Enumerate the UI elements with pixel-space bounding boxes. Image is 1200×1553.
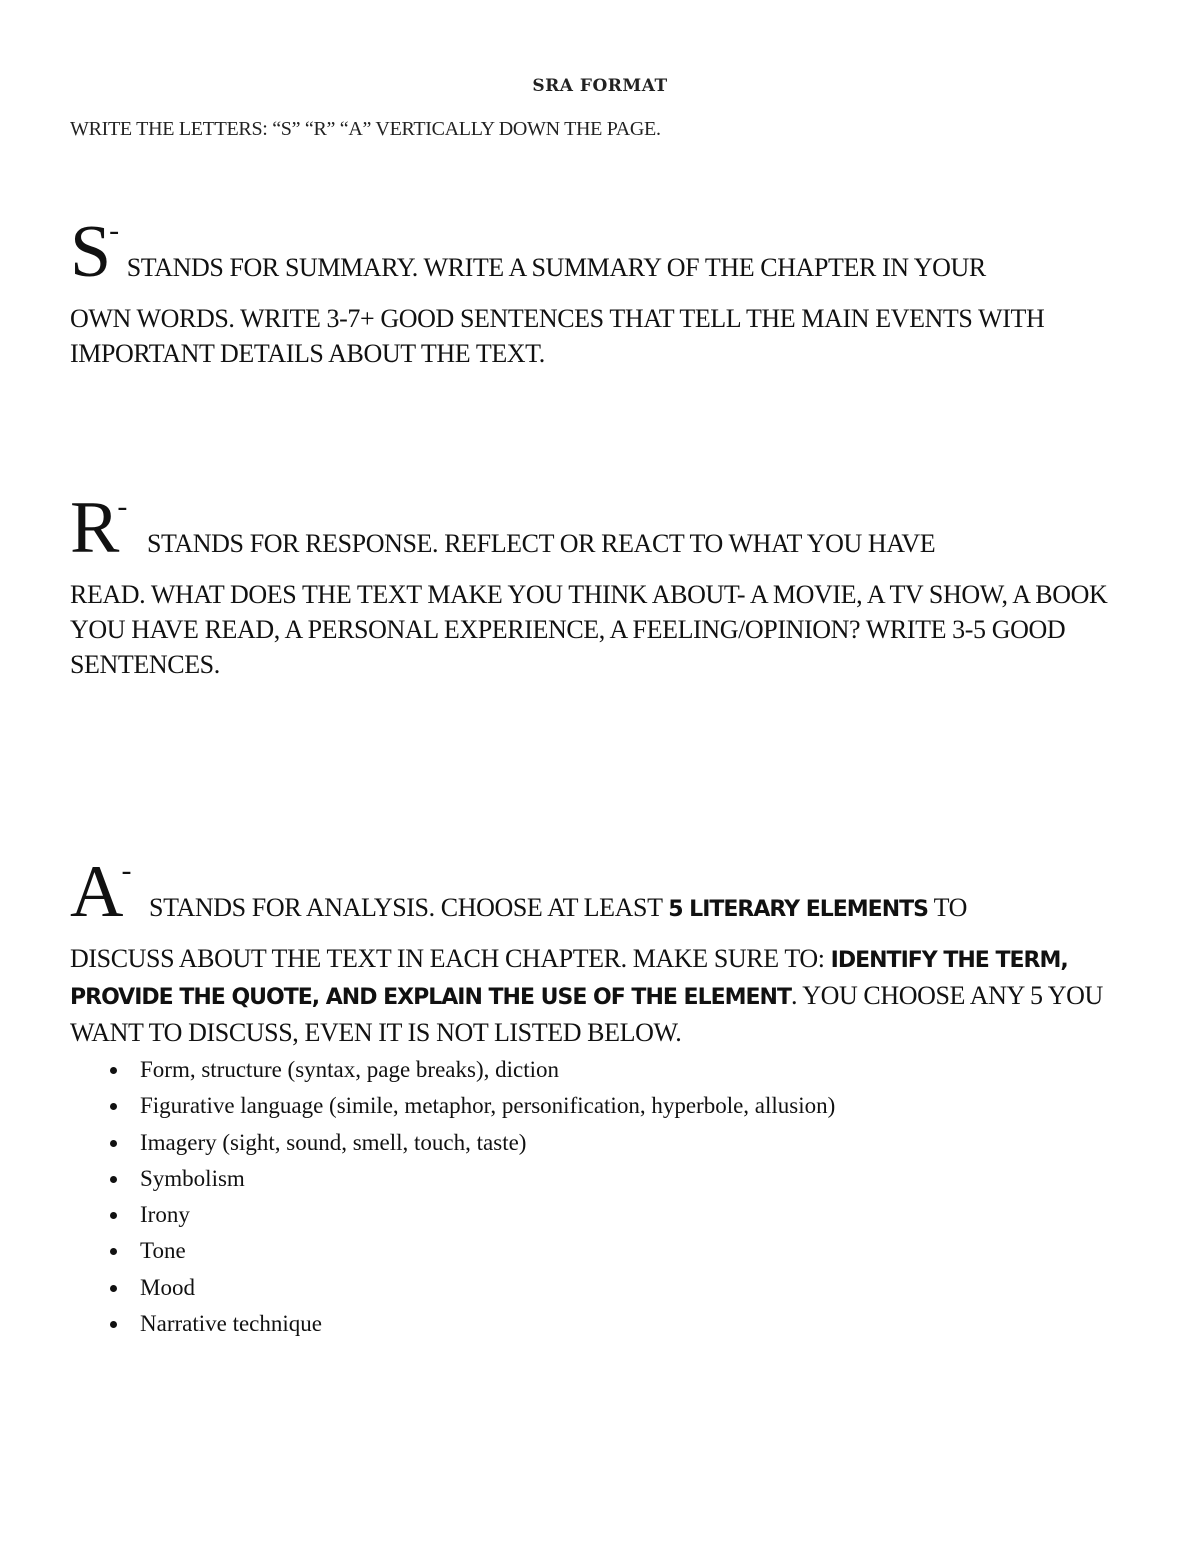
section-body: OWN WORDS. WRITE 3-7+ GOOD SENTENCES THAT TELL THE MAIN EVENTS WITH IMPORTANT DETAILS ABOUT THE TEXT. bbox=[70, 304, 1045, 368]
bullet-icon bbox=[110, 1212, 117, 1219]
list-item bbox=[106, 1197, 835, 1233]
section-letter: R bbox=[70, 487, 116, 569]
section-body: READ. WHAT DOES THE TEXT MAKE YOU THINK ABOUT- A MOVIE, A TV SHOW, A BOOK YOU HAVE READ, A PERSONAL EXPERIENCE, A FEELING/OPINION? WRITE 3-5 GOOD SENTENCES. bbox=[70, 580, 1108, 679]
section-first-line-end: TO bbox=[927, 893, 967, 922]
list-item-text: Tone bbox=[140, 1238, 186, 1264]
list-item bbox=[106, 1125, 835, 1161]
list-item-text: Narrative technique bbox=[140, 1311, 322, 1337]
list-item-text: Imagery (sight, sound, smell, touch, taste) bbox=[140, 1129, 527, 1155]
list-item bbox=[106, 1270, 835, 1306]
bullet-icon bbox=[110, 1248, 117, 1255]
list-item bbox=[106, 1233, 835, 1269]
section-dash: - bbox=[117, 490, 127, 523]
section-response bbox=[70, 487, 1130, 682]
page-title: SRA FORMAT bbox=[532, 76, 668, 96]
section-letter: A bbox=[70, 851, 120, 933]
section-analysis bbox=[70, 851, 1130, 1050]
list-item-text: Figurative language (simile, metaphor, personification, hyperbole, allusion) bbox=[140, 1093, 836, 1119]
list-item bbox=[106, 1052, 835, 1088]
section-summary bbox=[70, 211, 1130, 371]
section-body-bold: IDENTIFY THE TERM, PROVIDE THE QUOTE, AND EXPLAIN THE USE OF THE ELEMENT bbox=[70, 948, 1068, 1010]
section-body bbox=[70, 941, 1130, 1050]
section-dash: - bbox=[109, 214, 119, 247]
list-item bbox=[106, 1161, 835, 1197]
instruction-text: WRITE THE LETTERS: “S” “R” “A” VERTICALLY DOWN THE PAGE. bbox=[70, 118, 661, 140]
section-first-line: STANDS FOR RESPONSE. REFLECT OR REACT TO WHAT YOU HAVE bbox=[146, 529, 936, 558]
bullet-icon bbox=[110, 1176, 117, 1183]
list-item-text: Symbolism bbox=[140, 1165, 245, 1191]
list-item-text: Form, structure (syntax, page breaks), diction bbox=[140, 1057, 559, 1082]
literary-elements-list bbox=[106, 1052, 835, 1342]
bullet-icon bbox=[110, 1140, 117, 1147]
section-dash: - bbox=[121, 854, 132, 887]
bullet-icon bbox=[110, 1285, 117, 1292]
list-item bbox=[106, 1088, 835, 1124]
section-first-line: STANDS FOR SUMMARY. WRITE A SUMMARY OF THE CHAPTER IN YOUR bbox=[126, 253, 986, 282]
list-item bbox=[106, 1306, 835, 1342]
bullet-icon bbox=[110, 1067, 117, 1074]
bullet-icon bbox=[110, 1321, 117, 1328]
list-item-text: Irony bbox=[140, 1202, 190, 1228]
section-letter: S bbox=[70, 211, 108, 293]
list-item-text: Mood bbox=[140, 1274, 195, 1300]
section-first-line-bold: 5 LITERARY ELEMENTS bbox=[668, 897, 928, 922]
section-body-end: . YOU CHOOSE ANY 5 YOU WANT TO DISCUSS, EVEN IT IS NOT LISTED BELOW. bbox=[70, 981, 1103, 1047]
section-body-start: DISCUSS ABOUT THE TEXT IN EACH CHAPTER. MAKE SURE TO: bbox=[70, 944, 831, 973]
bullet-icon bbox=[110, 1103, 117, 1110]
section-first-line: STANDS FOR ANALYSIS. CHOOSE AT LEAST bbox=[149, 893, 669, 922]
